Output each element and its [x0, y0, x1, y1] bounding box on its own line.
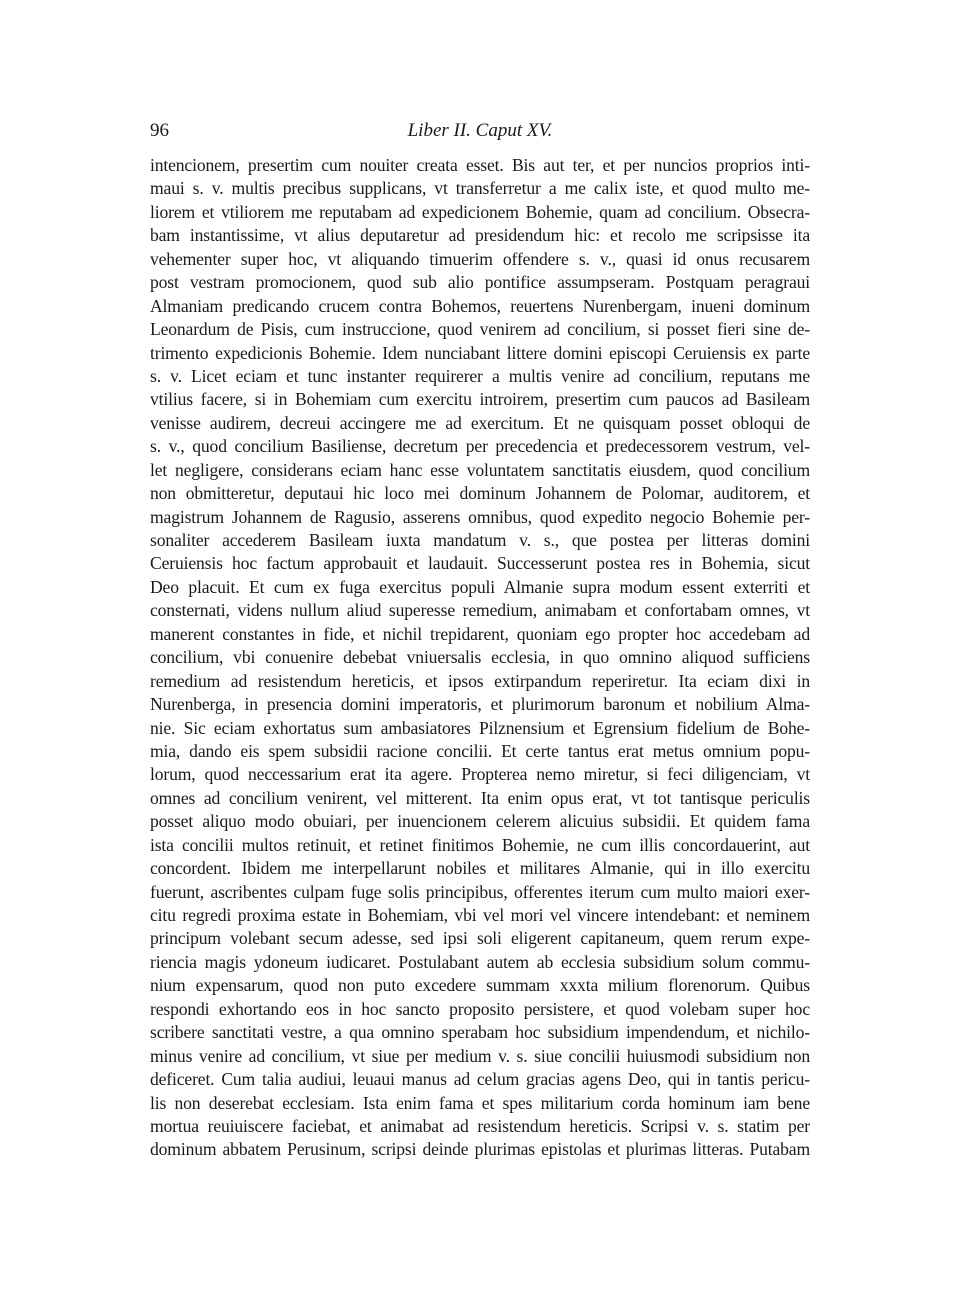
text-line: deficeret. Cum talia audiui, leuaui manus ad celum gracias agens Deo, qui in tantis pericu- — [150, 1069, 810, 1090]
text-line: venisse audirem, decreui accingere me ad exercitum. Et ne quisquam posset obloqui de — [150, 412, 810, 433]
text-line: Nurenberga, in presencia domini imperatoris, et plurimorum baronum et nobilium Alma- — [150, 694, 810, 715]
text-line: riencia magis ydoneum iudicaret. Postulabant autem ab ecclesia subsidium solum commu- — [150, 951, 810, 972]
text-line: sonaliter accederem Basileam iuxta mandatum v. s., que postea per litteras domini — [150, 530, 810, 550]
text-line: maui s. v. multis precibus supplicans, vt transferretur a me calix iste, et quod multo me- — [150, 178, 810, 199]
text-line: lis non deserebat ecclesiam. Ista enim fama et spes militarium corda hominum iam bene — [150, 1092, 810, 1113]
text-line: intencionem, presertim cum nouiter creata esset. Bis aut ter, et per nuncios proprios inti- — [150, 155, 810, 175]
text-line: posset aliquo modo obuiari, per inuencionem celerem alicuius subsidii. Et quidem fama — [150, 811, 810, 832]
text-line: liorem et vtiliorem me reputabam ad expedicionem Bohemie, quam ad concilium. Obsecra- — [150, 201, 810, 222]
text-line: let negligere, considerans eciam hanc esse voluntatem sanctitatis eiusdem, quod concilium — [150, 459, 810, 480]
text-line: concilium, vbi conuenire debebat vniuersalis ecclesia, in quo omnino aliquod sufficiens — [150, 647, 810, 668]
text-line: bam instantissime, vt alius deputaretur ad presidendum hic: et recolo me scripsisse ita — [150, 225, 810, 246]
text-line: principum volebant secum adesse, sed ipsi soli eligerent capitaneum, quem rerum expe- — [150, 928, 810, 949]
text-line: manerent constantes in fide, et nichil trepidarent, quoniam ego propter hoc accedebam ad — [150, 623, 810, 644]
text-line: ista concilii multos retinuit, et retinet finitimos Bohemie, ne cum illis concordauerint, aut — [150, 834, 810, 855]
text-line: magistrum Johannem de Ragusio, asserens omnibus, quod expedito negocio Bohemie per- — [150, 506, 810, 527]
text-line: minus venire ad concilium, vt siue per medium v. s. siue concilii huiusmodi subsidium non — [150, 1045, 810, 1066]
text-line: non obmitteretur, deputaui hic loco mei dominum Johannem de Polomar, auditorem, et — [150, 483, 810, 504]
text-line: s. v., quod concilium Basiliense, decretum per precedencia et predecessorem vestrum, vel- — [150, 436, 810, 457]
text-line: vehementer super hoc, vt aliquando timuerim offendere s. v., quasi id onus recusarem — [150, 248, 810, 269]
text-line: mortua reuiuiscere faciebat, et animabat ad resistendum hereticis. Scripsi v. s. statim per — [150, 1115, 810, 1136]
text-line: concordent. Ibidem me interpellarunt nobiles et militares Almanie, qui in illo exercitu — [150, 858, 810, 879]
text-line: respondi exhortando eos in hoc sancto proposito persistere, et quod volebam super hoc — [150, 998, 810, 1019]
body-text — [150, 154, 810, 1162]
text-line: post vestram promocionem, quod sub alio pontifice assumpseram. Postquam peragraui — [150, 272, 810, 293]
text-line: omnes ad concilium venirent, vel mitterent. Ita enim opus erat, vt tot tantisque periculis — [150, 787, 810, 808]
text-line: fuerunt, ascribentes culpam fuge solis principibus, offerentes iterum cum multo maiori exer- — [150, 881, 810, 902]
text-line: remedium ad resistendum hereticis, et ipsos extirpandum reperiretur. Ita eciam dixi in — [150, 670, 810, 691]
text-line: Leonardum de Pisis, cum instruccione, quod venirem ad concilium, si posset fieri sine de- — [150, 319, 810, 340]
text-line: scribere sanctitati vestre, a qua omnino sperabam hoc subsidium impendendum, et nichilo- — [150, 1022, 810, 1043]
text-line: trimento expedicionis Bohemie. Idem nunciabant littere domini episcopi Ceruiensis ex parte — [150, 342, 810, 363]
page-number: 96 — [150, 120, 169, 141]
text-line: Deo placuit. Et cum ex fuga exercitus populi Almanie supra modum essent exterriti et — [150, 576, 810, 597]
text-line: Ceruiensis hoc factum approbauit et laudauit. Successerunt postea res in Bohemia, sicut — [150, 553, 810, 574]
text-line: mia, dando eis spem subsidii racione concilii. Et certe tantus erat metus omnium popu- — [150, 740, 810, 761]
text-line: s. v. Licet eciam et tunc instanter requirerer a multis venire ad concilium, reputans me — [150, 365, 810, 386]
running-title: Liber II. Caput XV. — [407, 120, 553, 141]
text-line: vtilius facere, si in Bohemiam cum exercitu introirem, presertim cum paucos ad Basileam — [150, 389, 810, 410]
text-line: nie. Sic eciam exhortatus sum ambasiatores Pilznensium et Egrensium fidelium de Bohe- — [150, 717, 810, 738]
running-head — [150, 118, 810, 144]
text-line: Almaniam predicando crucem contra Bohemos, reuertens Nurenbergam, inueni dominum — [150, 295, 810, 316]
text-line: consternati, videns nullum aliud superesse remedium, animabam et confortabam omnes, vt — [150, 600, 810, 621]
text-line: nium expensarum, quod non puto excedere summam xxxta milium florenorum. Quibus — [150, 975, 810, 996]
text-line: dominum abbatem Perusinum, scripsi deinde plurimas epistolas et plurimas litteras. Putabam — [150, 1139, 810, 1160]
text-line: citu regredi proxima estate in Bohemiam, vbi vel mori vel vincere intendebant: et neminem — [150, 905, 810, 925]
text-line: lorum, quod neccessarium erat ita agere. Propterea nemo miretur, si feci diligenciam, vt — [150, 764, 810, 785]
